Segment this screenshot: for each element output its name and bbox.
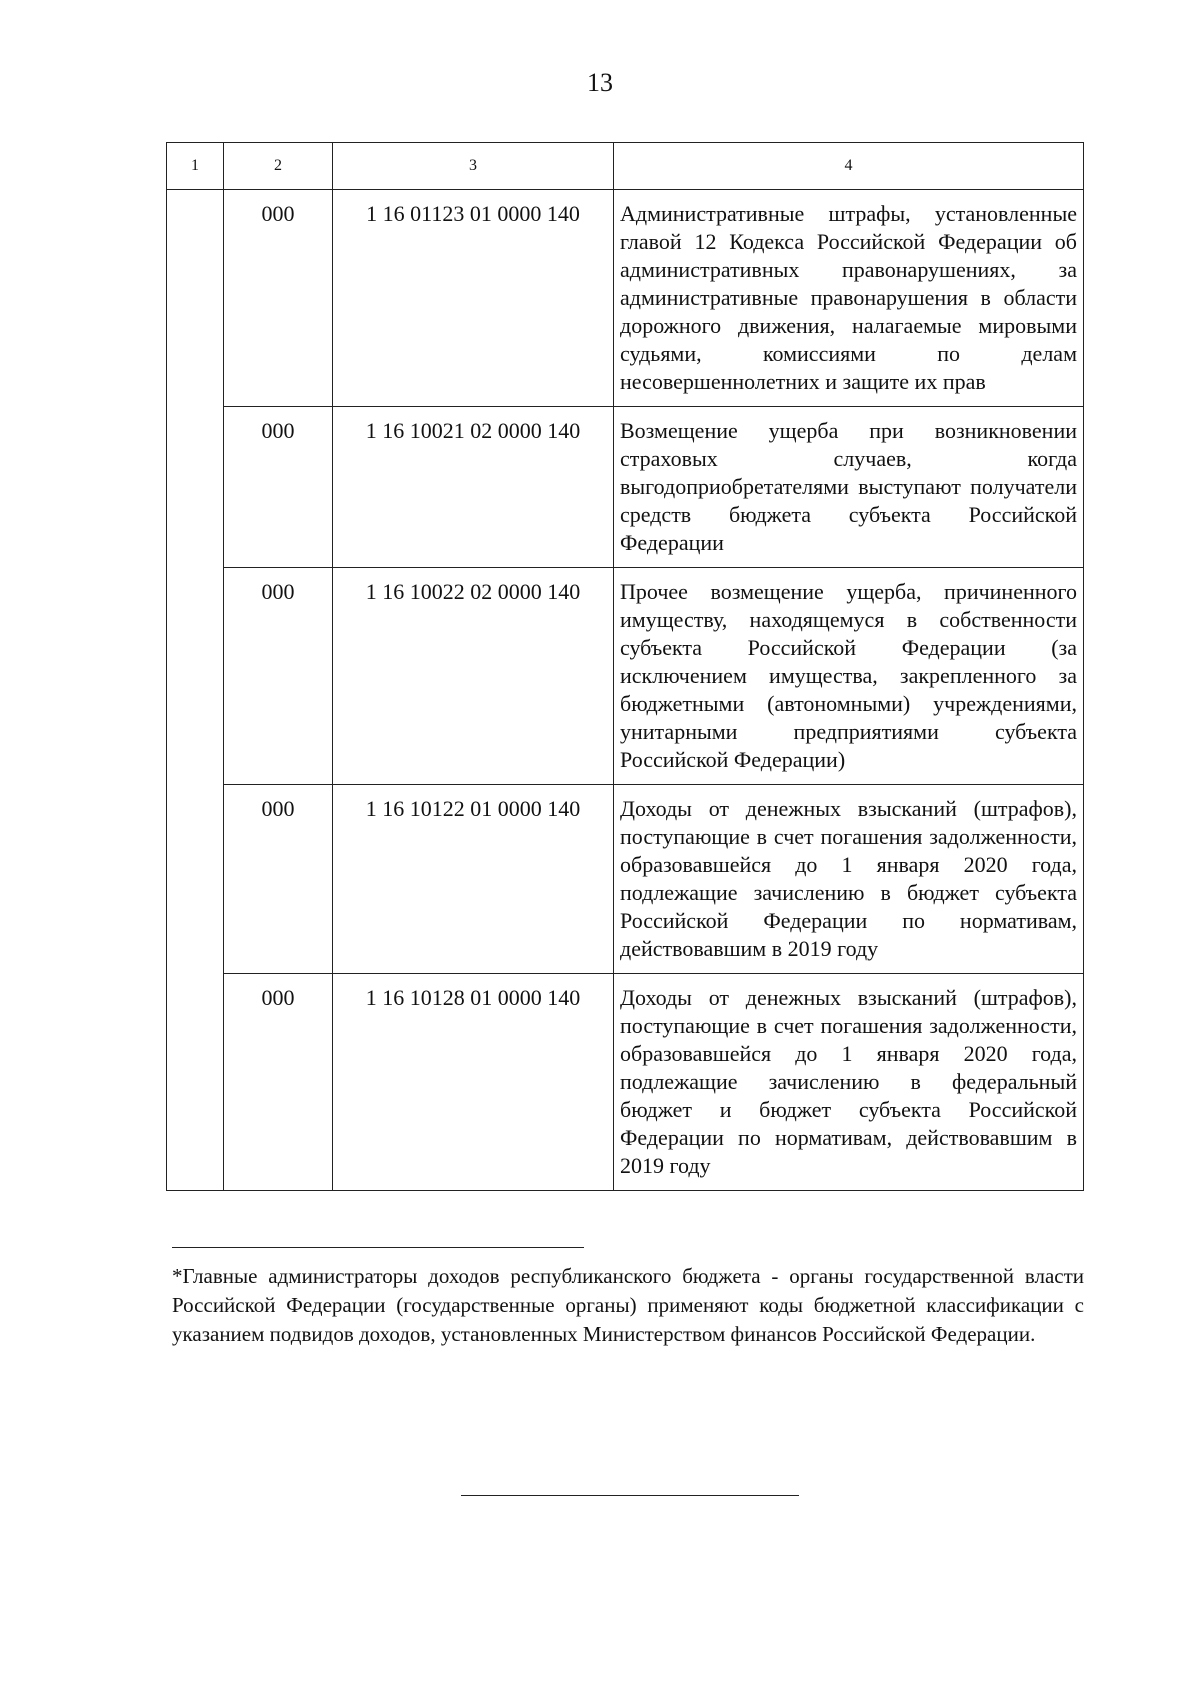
table-row xyxy=(167,407,1084,568)
table-row xyxy=(167,785,1084,974)
income-description-cell: Доходы от денежных взысканий (штрафов), поступающие в счет погашения задолженности, образовавшейся до 1 января 2020 года, подлежащие зачислению в бюджет субъекта Российской Федерации по нормативам, действовавшим в 2019 году xyxy=(614,785,1084,974)
column-header-4: 4 xyxy=(614,143,1084,190)
table-row xyxy=(167,190,1084,407)
end-of-document-line xyxy=(461,1495,799,1496)
page-number: 13 xyxy=(587,68,613,97)
budget-code-cell: 1 16 10128 01 0000 140 xyxy=(333,974,614,1191)
budget-code-cell: 1 16 10122 01 0000 140 xyxy=(333,785,614,974)
income-description-cell: Доходы от денежных взысканий (штрафов), поступающие в счет погашения задолженности, образовавшейся до 1 января 2020 года, подлежащие зачислению в федеральный бюджет и бюджет субъекта Российской Федерации по нормативам, действовавшим в 2019 году xyxy=(614,974,1084,1191)
admin-code-cell: 000 xyxy=(224,785,333,974)
group-number-cell xyxy=(167,190,224,1191)
column-header-1: 1 xyxy=(167,143,224,190)
income-description-cell: Прочее возмещение ущерба, причиненного имуществу, находящемуся в собственности субъекта Российской Федерации (за исключением имущества, закрепленного за бюджетными (автономными) учреждениями, унитарными предприятиями субъекта Российской Федерации) xyxy=(614,568,1084,785)
budget-code-cell: 1 16 10022 02 0000 140 xyxy=(333,568,614,785)
budget-classification-table xyxy=(166,142,1084,1191)
column-header-3: 3 xyxy=(333,143,614,190)
admin-code-cell: 000 xyxy=(224,407,333,568)
budget-code-cell: 1 16 10021 02 0000 140 xyxy=(333,407,614,568)
budget-code-cell: 1 16 01123 01 0000 140 xyxy=(333,190,614,407)
table-row xyxy=(167,568,1084,785)
table-row xyxy=(167,974,1084,1191)
footnote-divider xyxy=(172,1247,584,1248)
admin-code-cell: 000 xyxy=(224,974,333,1191)
income-description-cell: Административные штрафы, установленные главой 12 Кодекса Российской Федерации об административных правонарушениях, за административные правонарушения в области дорожного движения, налагаемые мировыми судьями, комиссиями по делам несовершеннолетних и защите их прав xyxy=(614,190,1084,407)
table-header-row xyxy=(167,143,1084,190)
income-description-cell: Возмещение ущерба при возникновении страховых случаев, когда выгодоприобретателями выступают получатели средств бюджета субъекта Российской Федерации xyxy=(614,407,1084,568)
admin-code-cell: 000 xyxy=(224,190,333,407)
footnote-text: *Главные администраторы доходов республиканского бюджета - органы государственной власти Российской Федерации (государственные органы) применяют коды бюджетной классификации с указанием подвидов доходов, установленных Министерством финансов Российской Федерации. xyxy=(172,1264,1084,1346)
admin-code-cell: 000 xyxy=(224,568,333,785)
column-header-2: 2 xyxy=(224,143,333,190)
